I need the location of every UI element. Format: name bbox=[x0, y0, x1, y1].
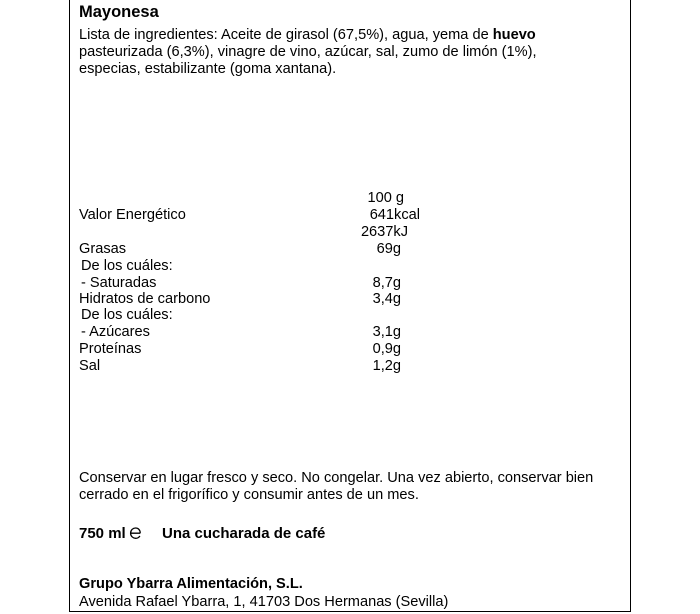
nutrition-label-energy: Valor Energético bbox=[79, 207, 186, 223]
nutrition-label-carbohydrates: Hidratos de carbono bbox=[79, 291, 211, 307]
storage-line-1: Conservar en lugar fresco y seco. No congelar. Una vez abierto, conservar bien bbox=[79, 470, 594, 486]
product-title: Mayonesa bbox=[79, 3, 159, 21]
ingredients-line-1 bbox=[79, 27, 536, 44]
company-address: Avenida Rafael Ybarra, 1, 41703 Dos Hermanas (Sevilla) bbox=[79, 594, 449, 610]
nutrition-value-fat: 69g bbox=[376, 241, 401, 257]
net-quantity-value: 750 ml bbox=[79, 525, 126, 542]
nutrition-label-saturated: - Saturadas bbox=[81, 275, 157, 291]
estimated-sign-icon bbox=[128, 526, 142, 540]
nutrition-label-protein: Proteínas bbox=[79, 341, 142, 357]
nutrition-label-salt: Sal bbox=[79, 358, 101, 374]
nutrition-value-protein: 0,9g bbox=[372, 341, 401, 357]
company-name: Grupo Ybarra Alimentación, S.L. bbox=[79, 576, 303, 592]
allergen-highlight: huevo bbox=[492, 27, 536, 43]
nutrition-value-energy-kj: 2637kJ bbox=[360, 224, 408, 240]
nutrition-label-sugars: - Azúcares bbox=[81, 324, 150, 340]
ingredients-line-1-text: Lista de ingredientes: Aceite de girasol (67,5%), agua, yema de bbox=[79, 27, 493, 43]
net-quantity bbox=[79, 525, 142, 542]
nutrition-label-carbs-of-which: De los cuáles: bbox=[81, 307, 173, 323]
nutrition-column-header: 100 g bbox=[367, 190, 404, 206]
nutrition-label-fat-of-which: De los cuáles: bbox=[81, 258, 173, 274]
serving-size: Una cucharada de café bbox=[162, 525, 326, 542]
storage-line-2: cerrado en el frigorífico y consumir antes de un mes. bbox=[79, 487, 419, 503]
nutrition-value-salt: 1,2g bbox=[372, 358, 401, 374]
nutrition-label-fat: Grasas bbox=[79, 241, 127, 257]
nutrition-value-sugars: 3,1g bbox=[372, 324, 401, 340]
ingredients-line-2: pasteurizada (6,3%), vinagre de vino, azúcar, sal, zumo de limón (1%), bbox=[79, 44, 537, 60]
nutrition-value-saturated: 8,7g bbox=[372, 275, 401, 291]
ingredients-line-3: especias, estabilizante (goma xantana). bbox=[79, 61, 337, 77]
nutrition-value-energy-kcal: 641kcal bbox=[369, 207, 420, 223]
nutrition-value-carbohydrates: 3,4g bbox=[372, 291, 401, 307]
